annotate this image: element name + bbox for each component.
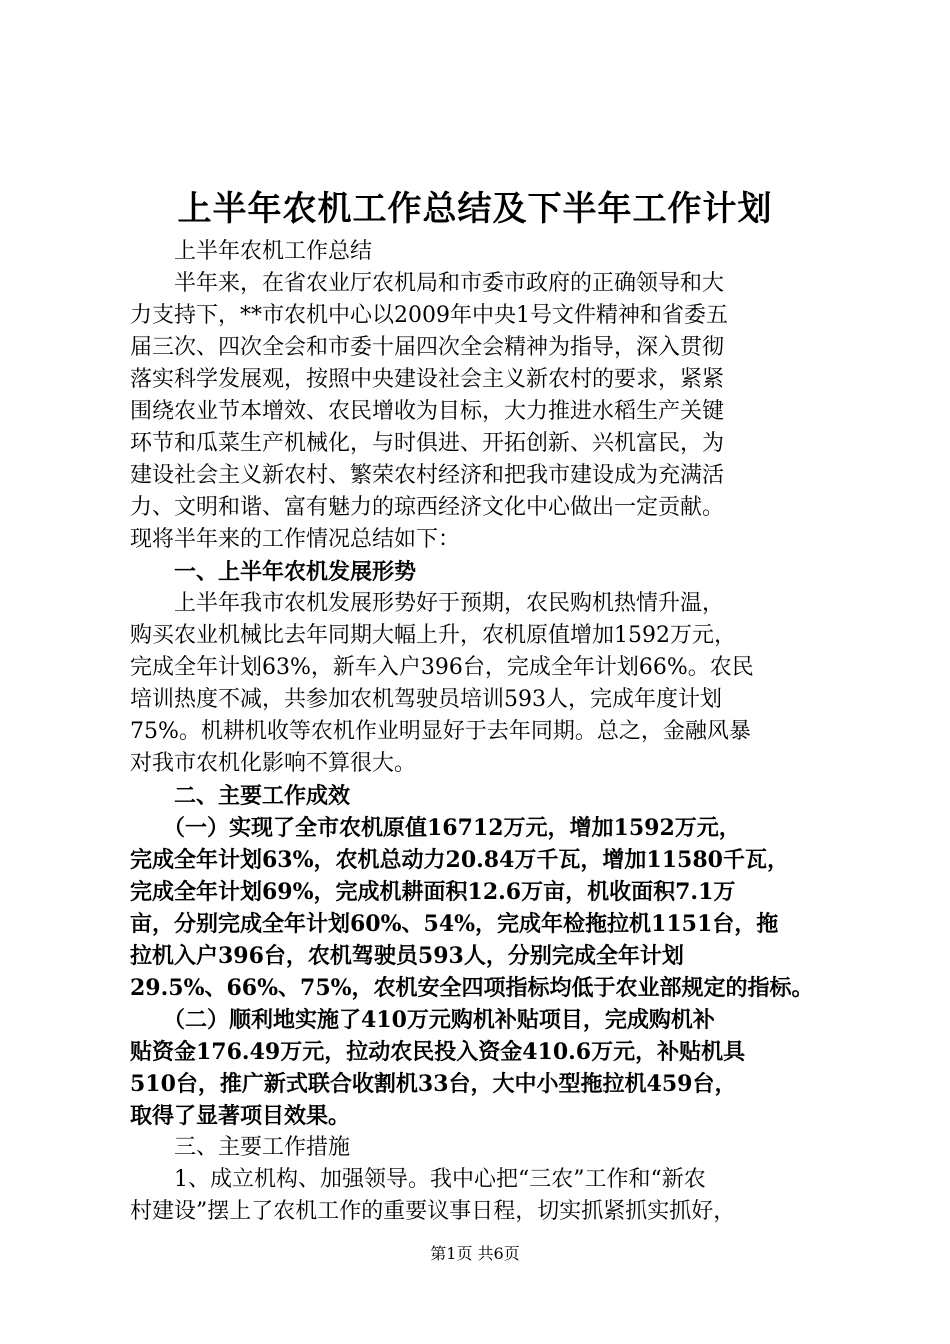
body-text-line: 贴资金176.49万元，拉动农民投入资金410.6万元，补贴机具 (130, 1039, 746, 1065)
document-body (130, 236, 830, 1228)
body-text-line: 村建设”摆上了农机工作的重要议事日程，切实抓紧抓实抓好， (130, 1199, 736, 1224)
body-text-line: 完成全年计划69%，完成机耕面积12.6万亩，机收面积7.1万 (130, 879, 736, 905)
body-text-line: 力支持下，**市农机中心以2009年中央1号文件精神和省委五 (130, 303, 728, 328)
page-footer: 第1页 共6页 (430, 1244, 520, 1263)
body-text-line: 75%。机耕机收等农机作业明显好于去年同期。总之，金融风暴 (130, 719, 751, 744)
body-text-line: 取得了显著项目效果。 (130, 1103, 351, 1129)
body-text-line: （二）顺利地实施了410万元购机补贴项目，完成购机补 (130, 1007, 715, 1033)
body-text-line: 培训热度不减，共参加农机驾驶员培训593人，完成年度计划 (130, 687, 722, 712)
body-text-line: （一）实现了全市农机原值16712万元，增加1592万元， (130, 815, 741, 841)
body-text-line: 购买农业机械比去年同期大幅上升，农机原值增加1592万元， (130, 623, 736, 648)
body-text-line: 二、主要工作成效 (130, 783, 351, 809)
body-text-line: 亩，分别完成全年计划60%、54%，完成年检拖拉机1151台，拖 (130, 911, 779, 937)
body-text-line: 510台，推广新式联合收割机33台，大中小型拖拉机459台， (130, 1071, 737, 1097)
body-text-line: 三、主要工作措施 (130, 1135, 351, 1160)
body-text-line: 届三次、四次全会和市委十届四次全会精神为指导，深入贯彻 (130, 335, 725, 360)
body-text-line: 力、文明和谐、富有魅力的琼西经济文化中心做出一定贡献。 (130, 495, 725, 520)
body-text-line: 建设社会主义新农村、繁荣农村经济和把我市建设成为充满活 (130, 463, 725, 488)
body-text-line: 一、上半年农机发展形势 (130, 559, 417, 585)
body-text-line: 上半年农机工作总结 (130, 239, 373, 264)
document-title: 上半年农机工作总结及下半年工作计划 (177, 189, 773, 229)
body-text-line: 完成全年计划63%，新车入户396台，完成全年计划66%。农民 (130, 655, 754, 680)
body-text-line: 半年来，在省农业厅农机局和市委市政府的正确领导和大 (130, 271, 725, 296)
body-text-line: 29.5%、66%、75%，农机安全四项指标均低于农业部规定的指标。 (130, 975, 814, 1001)
body-text-line: 对我市农机化影响不算很大。 (130, 751, 417, 776)
body-text-line: 落实科学发展观，按照中央建设社会主义新农村的要求，紧紧 (130, 367, 725, 392)
body-text-line: 围绕农业节本增效、农民增收为目标，大力推进水稻生产关键 (130, 399, 725, 424)
body-text-line: 上半年我市农机发展形势好于预期，农民购机热情升温， (130, 591, 725, 616)
body-text-line: 完成全年计划63%，农机总动力20.84万千瓦，增加11580千瓦， (130, 847, 789, 873)
body-text-line: 拉机入户396台，农机驾驶员593人，分别完成全年计划 (130, 943, 684, 969)
body-text-line: 1、成立机构、加强领导。我中心把“三农”工作和“新农 (130, 1167, 706, 1192)
body-text-line: 环节和瓜菜生产机械化，与时俱进、开拓创新、兴机富民，为 (130, 431, 725, 456)
body-text-line: 现将半年来的工作情况总结如下： (130, 527, 461, 552)
